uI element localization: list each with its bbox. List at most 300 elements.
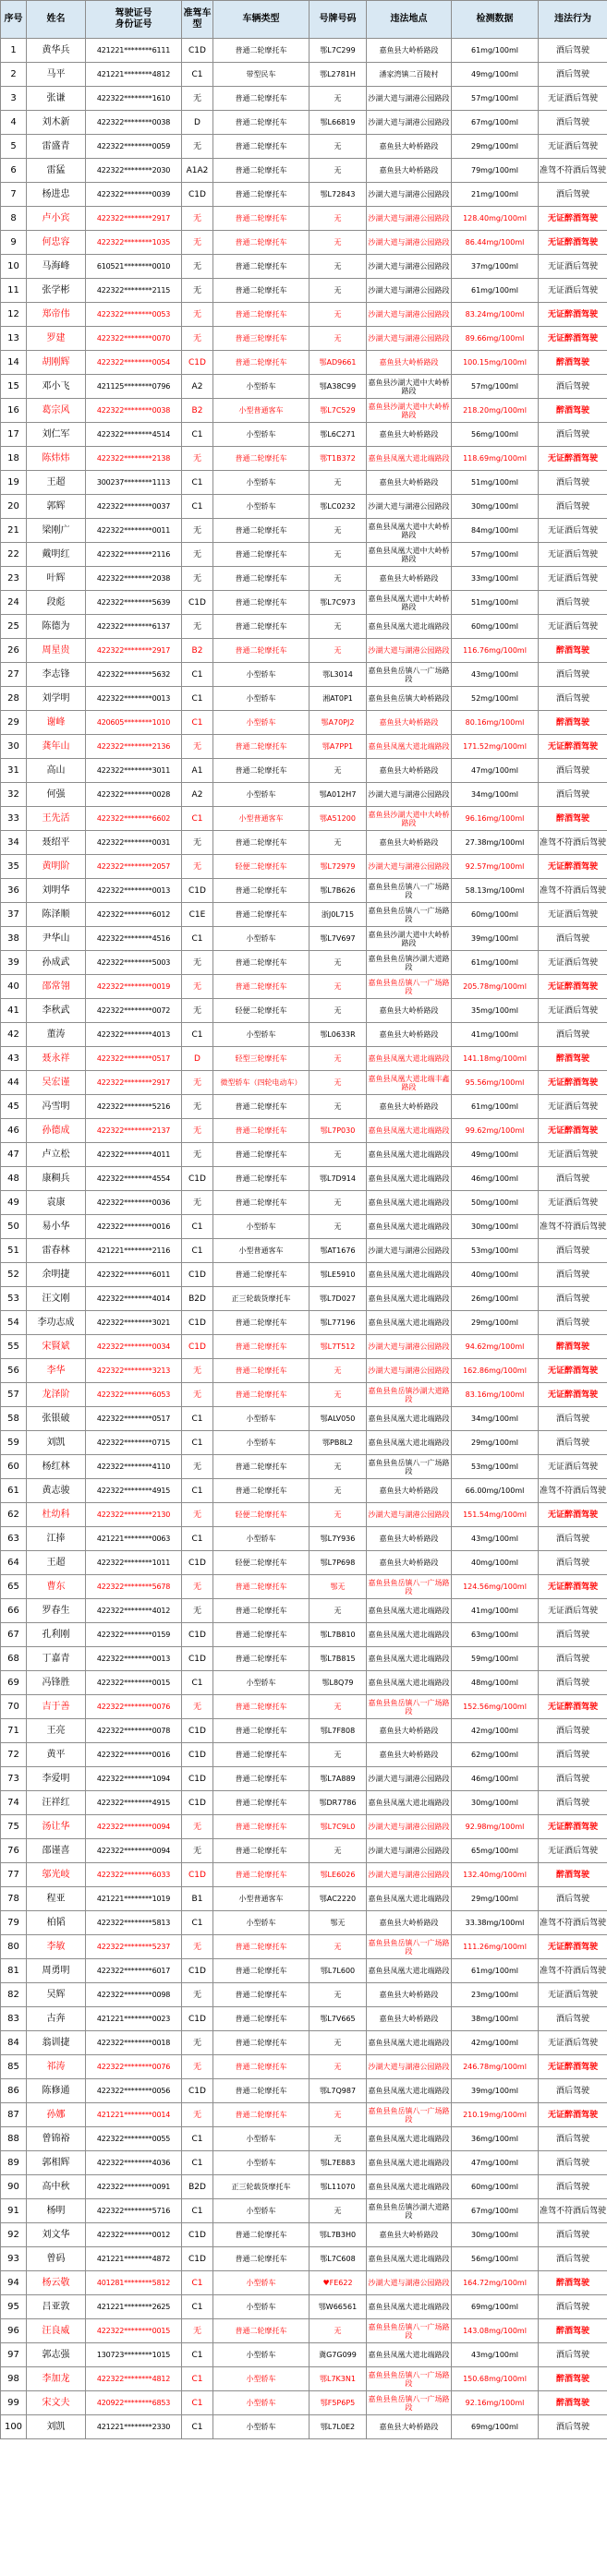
row-class: 无 xyxy=(182,2103,213,2127)
row-act: 醉酒驾驶 xyxy=(539,1335,607,1359)
row-license: 422322********0011 xyxy=(86,519,182,543)
row-vehicle: 普通二轮摩托车 xyxy=(213,639,310,663)
row-detect: 94.62mg/100ml xyxy=(452,1335,539,1359)
row-seq: 4 xyxy=(1,111,27,135)
row-license: 422322********6053 xyxy=(86,1383,182,1407)
row-license: 420605********1010 xyxy=(86,711,182,735)
row-location: 嘉鱼县大岭桥路段 xyxy=(367,1551,452,1575)
row-seq: 57 xyxy=(1,1383,27,1407)
row-act: 无证醉酒驾驶 xyxy=(539,1119,607,1143)
row-license: 422322********2130 xyxy=(86,1503,182,1527)
row-name: 周星贵 xyxy=(27,639,86,663)
row-vehicle: 小型轿车 xyxy=(213,663,310,687)
row-act: 无证酒后驾驶 xyxy=(539,1983,607,2007)
row-location: 嘉鱼县鱼岳镇八一广场路段 xyxy=(367,903,452,927)
table-row xyxy=(1,663,607,687)
row-detect: 43mg/100ml xyxy=(452,1527,539,1551)
row-class: D xyxy=(182,1047,213,1071)
row-name: 李志锋 xyxy=(27,663,86,687)
row-class: C1 xyxy=(182,687,213,711)
row-name: 董涛 xyxy=(27,1023,86,1047)
row-seq: 19 xyxy=(1,471,27,495)
table-row xyxy=(1,2031,607,2055)
row-act: 无证酒后驾驶 xyxy=(539,999,607,1023)
row-detect: 57mg/100ml xyxy=(452,375,539,399)
row-license: 422322********1011 xyxy=(86,1551,182,1575)
row-seq: 26 xyxy=(1,639,27,663)
row-plate: 无 xyxy=(310,639,367,663)
table-row xyxy=(1,1671,607,1695)
row-license: 421125********0796 xyxy=(86,375,182,399)
row-class: 无 xyxy=(182,327,213,351)
row-license: 422322********4013 xyxy=(86,1023,182,1047)
table-row xyxy=(1,903,607,927)
row-vehicle: 普通二轮摩托车 xyxy=(213,567,310,591)
row-plate: 无 xyxy=(310,975,367,999)
row-plate: 无 xyxy=(310,759,367,783)
row-name: 吴辉 xyxy=(27,1983,86,2007)
row-location: 沙湖大道与湖港公园路段 xyxy=(367,1863,452,1887)
row-name: 葛宗风 xyxy=(27,399,86,423)
row-seq: 88 xyxy=(1,2127,27,2151)
row-location: 嘉鱼县鱼岳镇八一广场路段 xyxy=(367,975,452,999)
row-license: 422322********5632 xyxy=(86,663,182,687)
row-class: B1 xyxy=(182,1887,213,1911)
table-row xyxy=(1,1263,607,1287)
row-plate: 鄂L7B815 xyxy=(310,1647,367,1671)
row-name: 汪文刚 xyxy=(27,1287,86,1311)
row-class: 无 xyxy=(182,951,213,975)
row-act: 酒后驾驶 xyxy=(539,1311,607,1335)
row-detect: 46mg/100ml xyxy=(452,1767,539,1791)
row-detect: 51mg/100ml xyxy=(452,471,539,495)
row-plate: 鄂L7B810 xyxy=(310,1623,367,1647)
row-detect: 99.62mg/100ml xyxy=(452,1119,539,1143)
row-license: 422322********0038 xyxy=(86,399,182,423)
row-class: B2D xyxy=(182,1287,213,1311)
row-plate: 无 xyxy=(310,2031,367,2055)
row-location: 嘉鱼县凤凰大道北端路段 xyxy=(367,615,452,639)
row-seq: 21 xyxy=(1,519,27,543)
row-location: 沙湖大道与湖港公园路段 xyxy=(367,1503,452,1527)
row-location: 嘉鱼县凤凰大道北端路段 xyxy=(367,1431,452,1455)
row-act: 醉酒驾驶 xyxy=(539,2391,607,2415)
table-row xyxy=(1,951,607,975)
row-location: 沙湖大道与湖港公园路段 xyxy=(367,1839,452,1863)
row-seq: 16 xyxy=(1,399,27,423)
header-seq: 序号 xyxy=(1,1,27,39)
row-name: 丁嘉青 xyxy=(27,1647,86,1671)
row-plate: 无 xyxy=(310,87,367,111)
row-seq: 39 xyxy=(1,951,27,975)
row-location: 嘉鱼县大岭桥路段 xyxy=(367,711,452,735)
row-name: 尹华山 xyxy=(27,927,86,951)
row-seq: 36 xyxy=(1,879,27,903)
row-act: 酒后驾驶 xyxy=(539,1791,607,1815)
row-name: 江捧 xyxy=(27,1527,86,1551)
row-detect: 84mg/100ml xyxy=(452,519,539,543)
row-class: 无 xyxy=(182,1071,213,1095)
row-location: 嘉鱼县沙湖大道中大岭桥路段 xyxy=(367,375,452,399)
row-plate: 无 xyxy=(310,2199,367,2223)
row-plate: 无 xyxy=(310,1383,367,1407)
row-license: 422322********4554 xyxy=(86,1167,182,1191)
row-vehicle: 普通二轮摩托车 xyxy=(213,615,310,639)
row-act: 醉酒驾驶 xyxy=(539,2271,607,2295)
row-detect: 92.57mg/100ml xyxy=(452,855,539,879)
row-class: C1D xyxy=(182,351,213,375)
row-detect: 65mg/100ml xyxy=(452,1839,539,1863)
table-row xyxy=(1,1407,607,1431)
row-detect: 30mg/100ml xyxy=(452,1791,539,1815)
table-row xyxy=(1,1959,607,1983)
row-location: 嘉鱼县凤凰大道中大岭桥路段 xyxy=(367,543,452,567)
row-plate: 无 xyxy=(310,1479,367,1503)
row-license: 422322********0094 xyxy=(86,1839,182,1863)
table-row xyxy=(1,975,607,999)
row-act: 无证醉酒驾驶 xyxy=(539,975,607,999)
row-name: 刘凯 xyxy=(27,2415,86,2439)
table-row xyxy=(1,2343,607,2367)
row-location: 嘉鱼县凤凰大道北端路段 xyxy=(367,2127,452,2151)
row-detect: 27.38mg/100ml xyxy=(452,831,539,855)
table-row xyxy=(1,399,607,423)
row-name: 谢峰 xyxy=(27,711,86,735)
row-detect: 62mg/100ml xyxy=(452,1743,539,1767)
row-license: 422322********6137 xyxy=(86,615,182,639)
row-name: 刘仁军 xyxy=(27,423,86,447)
row-plate: ♥FE622 xyxy=(310,2271,367,2295)
row-name: 余明捷 xyxy=(27,1263,86,1287)
table-row xyxy=(1,879,607,903)
row-location: 嘉鱼县鱼岳镇八一广场路段 xyxy=(367,1695,452,1719)
table-row xyxy=(1,2367,607,2391)
row-license: 422322********4036 xyxy=(86,2151,182,2175)
row-act: 准驾不符酒后驾驶 xyxy=(539,879,607,903)
row-name: 袁康 xyxy=(27,1191,86,1215)
row-plate: 鄂LC0232 xyxy=(310,495,367,519)
row-act: 无证醉酒驾驶 xyxy=(539,855,607,879)
row-name: 杨明 xyxy=(27,2199,86,2223)
row-class: C1 xyxy=(182,63,213,87)
row-plate: 鄂L66819 xyxy=(310,111,367,135)
row-act: 无证醉酒驾驶 xyxy=(539,447,607,471)
row-class: 无 xyxy=(182,855,213,879)
row-plate: 无 xyxy=(310,1359,367,1383)
row-plate: 无 xyxy=(310,2127,367,2151)
row-class: 无 xyxy=(182,231,213,255)
row-act: 酒后驾驶 xyxy=(539,927,607,951)
row-seq: 91 xyxy=(1,2199,27,2223)
table-row xyxy=(1,1359,607,1383)
table-row xyxy=(1,615,607,639)
row-location: 嘉鱼县凤凰大道北端丰鑫路段 xyxy=(367,1071,452,1095)
row-name: 吉于善 xyxy=(27,1695,86,1719)
table-row xyxy=(1,1815,607,1839)
row-seq: 47 xyxy=(1,1143,27,1167)
row-license: 422322********5216 xyxy=(86,1095,182,1119)
row-location: 沙湖大道与湖港公园路段 xyxy=(367,279,452,303)
row-plate: 鄂L7B3H0 xyxy=(310,2223,367,2247)
row-vehicle: 普通二轮摩托车 xyxy=(213,951,310,975)
row-license: 422322********0013 xyxy=(86,1647,182,1671)
table-row xyxy=(1,255,607,279)
row-act: 无证醉酒驾驶 xyxy=(539,2055,607,2079)
row-seq: 42 xyxy=(1,1023,27,1047)
row-act: 无证醉酒驾驶 xyxy=(539,1071,607,1095)
row-location: 嘉鱼县大岭桥路段 xyxy=(367,831,452,855)
row-vehicle: 普通二轮摩托车 xyxy=(213,1623,310,1647)
row-act: 酒后驾驶 xyxy=(539,2079,607,2103)
row-name: 王先活 xyxy=(27,807,86,831)
row-plate: 鄂LE6026 xyxy=(310,1863,367,1887)
row-detect: 57mg/100ml xyxy=(452,543,539,567)
row-vehicle: 小型轿车 xyxy=(213,1527,310,1551)
row-plate: 鄂A7PP1 xyxy=(310,735,367,759)
row-seq: 15 xyxy=(1,375,27,399)
row-act: 酒后驾驶 xyxy=(539,375,607,399)
row-name: 杨红林 xyxy=(27,1455,86,1479)
table-row xyxy=(1,1455,607,1479)
row-act: 无证醉酒驾驶 xyxy=(539,1935,607,1959)
row-location: 嘉鱼县凤凰大道北端路段 xyxy=(367,447,452,471)
row-license: 422322********2138 xyxy=(86,447,182,471)
row-act: 准驾不符酒后驾驶 xyxy=(539,2199,607,2223)
row-name: 罗建 xyxy=(27,327,86,351)
row-seq: 3 xyxy=(1,87,27,111)
row-seq: 58 xyxy=(1,1407,27,1431)
row-detect: 141.18mg/100ml xyxy=(452,1047,539,1071)
row-seq: 17 xyxy=(1,423,27,447)
row-plate: 鄂L7Q987 xyxy=(310,2079,367,2103)
row-act: 无证酒后驾驶 xyxy=(539,1191,607,1215)
row-license: 422322********0018 xyxy=(86,2031,182,2055)
row-vehicle: 普通二轮摩托车 xyxy=(213,1167,310,1191)
row-name: 陈炜炜 xyxy=(27,447,86,471)
row-name: 张银破 xyxy=(27,1407,86,1431)
row-name: 黄平 xyxy=(27,1743,86,1767)
row-class: 无 xyxy=(182,1503,213,1527)
row-act: 酒后驾驶 xyxy=(539,1671,607,1695)
row-license: 422322********0019 xyxy=(86,975,182,999)
row-detect: 116.76mg/100ml xyxy=(452,639,539,663)
row-location: 嘉鱼县鱼岳镇八一广场路段 xyxy=(367,1455,452,1479)
row-detect: 51mg/100ml xyxy=(452,591,539,615)
row-act: 无证酒后驾驶 xyxy=(539,1455,607,1479)
row-plate: 鄂L7V665 xyxy=(310,2007,367,2031)
row-license: 421221********4812 xyxy=(86,63,182,87)
row-location: 嘉鱼县凤凰大道北端路段 xyxy=(367,1959,452,1983)
row-license: 422322********5678 xyxy=(86,1575,182,1599)
row-license: 421221********4872 xyxy=(86,2247,182,2271)
row-class: 无 xyxy=(182,2055,213,2079)
row-seq: 6 xyxy=(1,159,27,183)
row-detect: 164.72mg/100ml xyxy=(452,2271,539,2295)
row-class: C1D xyxy=(182,1959,213,1983)
row-vehicle: 普通三轮摩托车 xyxy=(213,327,310,351)
row-vehicle: 普通二轮摩托车 xyxy=(213,1983,310,2007)
row-license: 422322********0070 xyxy=(86,327,182,351)
row-act: 无证醉酒驾驶 xyxy=(539,1383,607,1407)
row-location: 沙湖大道与湖港公园路段 xyxy=(367,495,452,519)
row-seq: 75 xyxy=(1,1815,27,1839)
row-license: 610521********0010 xyxy=(86,255,182,279)
row-location: 嘉鱼县凤凰大道北端路段 xyxy=(367,1311,452,1335)
row-license: 422322********6012 xyxy=(86,903,182,927)
row-seq: 68 xyxy=(1,1647,27,1671)
row-license: 422322********0012 xyxy=(86,2223,182,2247)
row-plate: 无 xyxy=(310,951,367,975)
row-detect: 60mg/100ml xyxy=(452,2175,539,2199)
row-class: C1D xyxy=(182,1311,213,1335)
row-detect: 61mg/100ml xyxy=(452,951,539,975)
row-vehicle: 普通二轮摩托车 xyxy=(213,879,310,903)
row-detect: 61mg/100ml xyxy=(452,1095,539,1119)
row-license: 422322********4014 xyxy=(86,1287,182,1311)
row-plate: 鄂L8Q79 xyxy=(310,1671,367,1695)
row-class: C1 xyxy=(182,663,213,687)
row-class: 无 xyxy=(182,1935,213,1959)
row-location: 嘉鱼县大岭桥路段 xyxy=(367,1527,452,1551)
row-license: 422322********0015 xyxy=(86,1671,182,1695)
row-detect: 53mg/100ml xyxy=(452,1239,539,1263)
row-location: 沙湖大道与湖港公园路段 xyxy=(367,855,452,879)
row-location: 嘉鱼县鱼岳镇八一广场路段 xyxy=(367,2391,452,2415)
row-name: 李秋武 xyxy=(27,999,86,1023)
row-act: 准驾不符酒后驾驶 xyxy=(539,1959,607,1983)
row-name: 祁涛 xyxy=(27,2055,86,2079)
row-vehicle: 普通二轮摩托车 xyxy=(213,735,310,759)
row-plate: 无 xyxy=(310,2055,367,2079)
row-location: 嘉鱼县大岭桥路段 xyxy=(367,1983,452,2007)
row-vehicle: 小型轿车 xyxy=(213,2271,310,2295)
table-row xyxy=(1,1239,607,1263)
row-plate: 无 xyxy=(310,1983,367,2007)
row-plate: 浙J0L715 xyxy=(310,903,367,927)
row-plate: 无 xyxy=(310,1095,367,1119)
table-row xyxy=(1,495,607,519)
row-vehicle: 普通二轮摩托车 xyxy=(213,1143,310,1167)
row-vehicle: 普通二轮摩托车 xyxy=(213,207,310,231)
row-act: 酒后驾驶 xyxy=(539,1719,607,1743)
row-name: 汤让华 xyxy=(27,1815,86,1839)
row-license: 300237********1113 xyxy=(86,471,182,495)
header-act: 违法行为 xyxy=(539,1,607,39)
row-seq: 79 xyxy=(1,1911,27,1935)
row-license: 422322********0055 xyxy=(86,2127,182,2151)
row-class: C1 xyxy=(182,711,213,735)
row-vehicle: 普通二轮摩托车 xyxy=(213,2319,310,2343)
row-vehicle: 带型民车 xyxy=(213,63,310,87)
row-plate: 无 xyxy=(310,279,367,303)
row-location: 沙湖大道与湖港公园路段 xyxy=(367,1815,452,1839)
row-vehicle: 小型普通客车 xyxy=(213,399,310,423)
row-location: 沙湖大道与湖港公园路段 xyxy=(367,2271,452,2295)
row-detect: 35mg/100ml xyxy=(452,999,539,1023)
row-location: 嘉鱼县大岭桥路段 xyxy=(367,159,452,183)
row-act: 无证酒后驾驶 xyxy=(539,903,607,927)
row-act: 酒后驾驶 xyxy=(539,1287,607,1311)
row-detect: 30mg/100ml xyxy=(452,2223,539,2247)
row-detect: 29mg/100ml xyxy=(452,1887,539,1911)
row-vehicle: 普通二轮摩托车 xyxy=(213,255,310,279)
row-name: 汪良威 xyxy=(27,2319,86,2343)
row-license: 422322********0015 xyxy=(86,2319,182,2343)
row-location: 嘉鱼县鱼岳镇八一广场路段 xyxy=(367,2103,452,2127)
row-seq: 51 xyxy=(1,1239,27,1263)
row-vehicle: 小型轿车 xyxy=(213,1023,310,1047)
row-name: 雷春林 xyxy=(27,1239,86,1263)
row-act: 酒后驾驶 xyxy=(539,1407,607,1431)
table-row xyxy=(1,1047,607,1071)
row-license: 421221********0014 xyxy=(86,2103,182,2127)
row-detect: 43mg/100ml xyxy=(452,663,539,687)
row-act: 无证醉酒驾驶 xyxy=(539,735,607,759)
row-plate: 鄂L72843 xyxy=(310,183,367,207)
row-seq: 43 xyxy=(1,1047,27,1071)
row-class: 无 xyxy=(182,1983,213,2007)
row-plate: 鄂L7F808 xyxy=(310,1719,367,1743)
table-row xyxy=(1,303,607,327)
row-plate: 无 xyxy=(310,1215,367,1239)
row-detect: 246.78mg/100ml xyxy=(452,2055,539,2079)
row-detect: 218.20mg/100ml xyxy=(452,399,539,423)
row-detect: 61mg/100ml xyxy=(452,39,539,63)
row-license: 422322********0517 xyxy=(86,1047,182,1071)
row-vehicle: 小型轿车 xyxy=(213,1431,310,1455)
row-license: 422322********0094 xyxy=(86,1815,182,1839)
row-act: 醉酒驾驶 xyxy=(539,2367,607,2391)
row-class: C1 xyxy=(182,1911,213,1935)
table-row xyxy=(1,207,607,231)
row-seq: 7 xyxy=(1,183,27,207)
table-row xyxy=(1,1479,607,1503)
row-detect: 43mg/100ml xyxy=(452,2343,539,2367)
row-license: 422322********0013 xyxy=(86,687,182,711)
row-license: 422322********4915 xyxy=(86,1791,182,1815)
table-row xyxy=(1,183,607,207)
row-seq: 74 xyxy=(1,1791,27,1815)
row-license: 422322********4514 xyxy=(86,423,182,447)
row-plate: 冀G7G099 xyxy=(310,2343,367,2367)
row-plate: 无 xyxy=(310,2103,367,2127)
row-seq: 60 xyxy=(1,1455,27,1479)
row-seq: 53 xyxy=(1,1287,27,1311)
row-act: 醉酒驾驶 xyxy=(539,2319,607,2343)
row-class: C1D xyxy=(182,1719,213,1743)
row-class: 无 xyxy=(182,567,213,591)
row-license: 422322********4012 xyxy=(86,1599,182,1623)
row-plate: 无 xyxy=(310,999,367,1023)
row-seq: 52 xyxy=(1,1263,27,1287)
row-license: 421221********1019 xyxy=(86,1887,182,1911)
table-row xyxy=(1,1695,607,1719)
row-name: 高山 xyxy=(27,759,86,783)
row-detect: 83.24mg/100ml xyxy=(452,303,539,327)
row-class: 无 xyxy=(182,447,213,471)
row-act: 无证酒后驾驶 xyxy=(539,135,607,159)
row-vehicle: 普通二轮摩托车 xyxy=(213,975,310,999)
row-seq: 31 xyxy=(1,759,27,783)
row-class: 无 xyxy=(182,255,213,279)
row-location: 沙湖大道与湖港公园路段 xyxy=(367,231,452,255)
row-name: 宋賢斌 xyxy=(27,1335,86,1359)
row-vehicle: 普通二轮摩托车 xyxy=(213,1743,310,1767)
row-detect: 33mg/100ml xyxy=(452,567,539,591)
row-license: 422322********4011 xyxy=(86,1143,182,1167)
row-location: 沙湖大道与湖港公园路段 xyxy=(367,183,452,207)
row-plate: 无 xyxy=(310,1599,367,1623)
